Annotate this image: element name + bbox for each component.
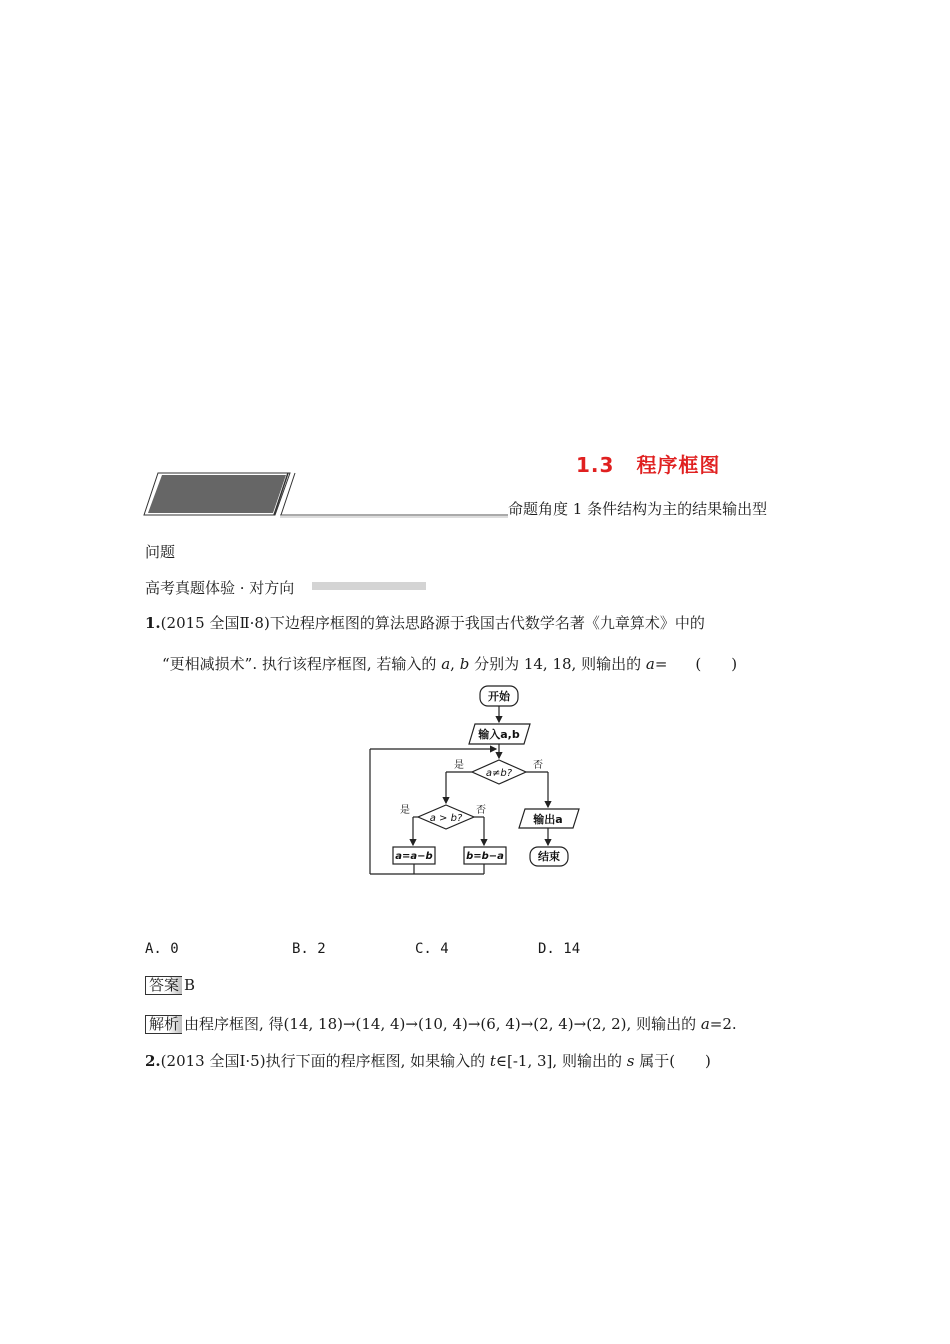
question-2-number: 2. [145, 1052, 161, 1070]
flow-yes-2: 是 [400, 805, 410, 816]
var-s: s [626, 1052, 635, 1070]
flow-decision-2-label: a > b? [429, 813, 463, 824]
flow-start-label: 开始 [488, 690, 510, 703]
flow-end-label: 结束 [538, 850, 560, 863]
choice-a: A. 0 [145, 941, 179, 957]
heading-bar [312, 582, 426, 590]
question-1-number: 1. [145, 614, 161, 632]
choice-c: C. 4 [415, 941, 449, 957]
flow-output-label: 输出a [533, 813, 563, 826]
flow-no-2: 否 [476, 805, 486, 816]
flow-op-left-label: a=a−b [395, 851, 433, 862]
var-t: t [489, 1052, 496, 1070]
question-1-text-2b: 分别为 14, 18, 则输出的 [469, 655, 646, 673]
flow-op-right-label: b=b−a [466, 851, 504, 862]
question-1-text-1: 下边程序框图的算法思路源于我国古代数学名著《九章算术》中的 [269, 614, 705, 632]
question-1-line-2 [162, 653, 737, 674]
answer-row [145, 976, 195, 995]
equals-sign: = [654, 655, 668, 673]
section-name: 程序框图 [636, 453, 721, 477]
var-a-output: a [645, 655, 655, 673]
flow-input-label: 输入a,b [478, 728, 520, 741]
question-2-text-b: ∈[-1, 3], 则输出的 [495, 1052, 627, 1070]
question-2-source: (2013 全国Ⅰ·5) [160, 1052, 266, 1070]
answer-value: B [184, 976, 196, 994]
comma: , [450, 655, 460, 673]
flow-decision-1-label: a≠b? [485, 768, 513, 779]
question-2-text-a: 执行下面的程序框图, 如果输入的 [265, 1052, 490, 1070]
flowchart [360, 682, 600, 890]
var-b: b [459, 655, 470, 673]
solution-var: a [700, 1015, 710, 1033]
question-2-text-c: 属于( ) [634, 1052, 711, 1070]
flow-no-1: 否 [533, 760, 543, 771]
solution-tag: 解析 [145, 1015, 182, 1034]
solution-tail: =2. [709, 1015, 737, 1033]
question-1-line-1 [145, 612, 705, 633]
choice-b: B. 2 [292, 941, 326, 957]
subtitle-line2: 问题 [145, 543, 176, 561]
answer-tag: 答案 [145, 976, 182, 995]
banner-decoration [140, 470, 510, 520]
var-a: a [441, 655, 451, 673]
solution-text: 由程序框图, 得(14, 18)→(14, 4)→(10, 4)→(6, 4)→(2, 4)→(2, 2), 则输出的 [184, 1015, 701, 1033]
choice-d: D. 14 [538, 941, 581, 957]
question-1-text-2a: “更相减损术”. 执行该程序框图, 若输入的 [162, 655, 442, 673]
solution-row [145, 1013, 737, 1034]
experience-heading: 高考真题体验 · 对方向 [145, 579, 295, 597]
question-1-source: (2015 全国Ⅱ·8) [160, 614, 270, 632]
answer-blank: ( ) [695, 655, 738, 673]
subtitle-line1: 命题角度 1 条件结构为主的结果输出型 [508, 500, 768, 518]
section-title [576, 449, 720, 478]
question-2-line [145, 1050, 711, 1071]
section-number: 1.3 [576, 453, 615, 477]
flow-yes-1: 是 [454, 760, 464, 771]
